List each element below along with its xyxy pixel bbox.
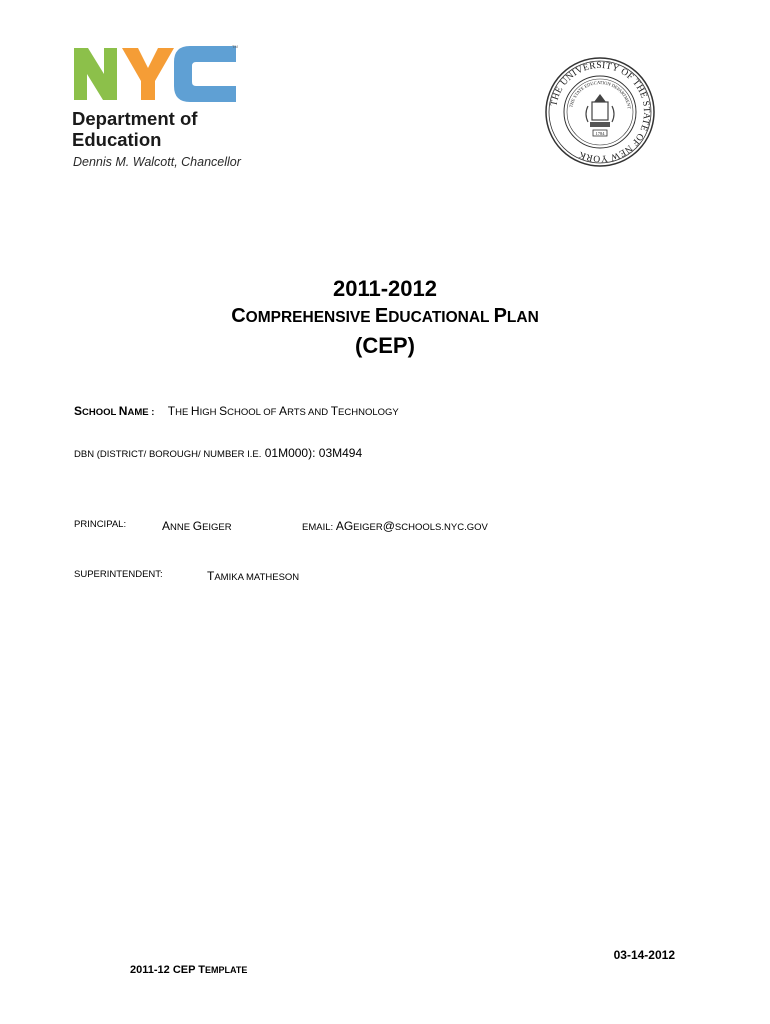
principal-email: EMAIL: AGEIGER@SCHOOLS.NYC.GOV bbox=[302, 519, 488, 533]
dbn-label: DBN (DISTRICT/ BOROUGH/ NUMBER I.E. 01M000): bbox=[74, 446, 316, 460]
school-name-value: THE HIGH SCHOOL OF ARTS AND TECHNOLOGY bbox=[167, 404, 399, 418]
principal-label: PRINCIPAL: bbox=[74, 519, 127, 530]
dbn-row bbox=[74, 446, 362, 460]
superintendent-name: TAMIKA MATHESON bbox=[207, 569, 300, 583]
superintendent-label: SUPERINTENDENT: bbox=[74, 569, 163, 580]
seal-year: 1784 bbox=[595, 131, 605, 136]
plan-acronym: (CEP) bbox=[355, 333, 415, 358]
nys-university-seal bbox=[544, 56, 656, 168]
email-label: EMAIL: bbox=[302, 522, 334, 533]
state-seal-icon bbox=[544, 56, 656, 168]
principal-name: ANNE GEIGER bbox=[162, 519, 232, 533]
plan-year: 2011-2012 bbox=[333, 276, 437, 301]
svg-text:TM: TM bbox=[232, 44, 238, 49]
department-line-1: Department of bbox=[72, 108, 198, 129]
seal-inner-text: THE STATE EDUCATION DEPARTMENT bbox=[568, 79, 632, 110]
department-line-2: Education bbox=[72, 129, 162, 150]
nyc-logo-icon bbox=[72, 44, 244, 104]
seal-outer-text: THE UNIVERSITY OF THE STATE OF NEW YORK bbox=[549, 60, 652, 164]
department-name bbox=[72, 108, 197, 150]
school-name-label: SCHOOL NAME : bbox=[74, 404, 155, 418]
plan-title: COMPREHENSIVE EDUCATIONAL PLAN bbox=[231, 305, 539, 327]
document-date: 03-14-2012 bbox=[613, 948, 675, 962]
school-name-row bbox=[74, 404, 399, 418]
template-footer: 2011-12 CEP TEMPLATE bbox=[130, 964, 248, 976]
nyc-doe-logo bbox=[72, 44, 262, 104]
dbn-value: 03M494 bbox=[318, 446, 363, 460]
chancellor-name: Dennis M. Walcott, Chancellor bbox=[73, 155, 241, 169]
